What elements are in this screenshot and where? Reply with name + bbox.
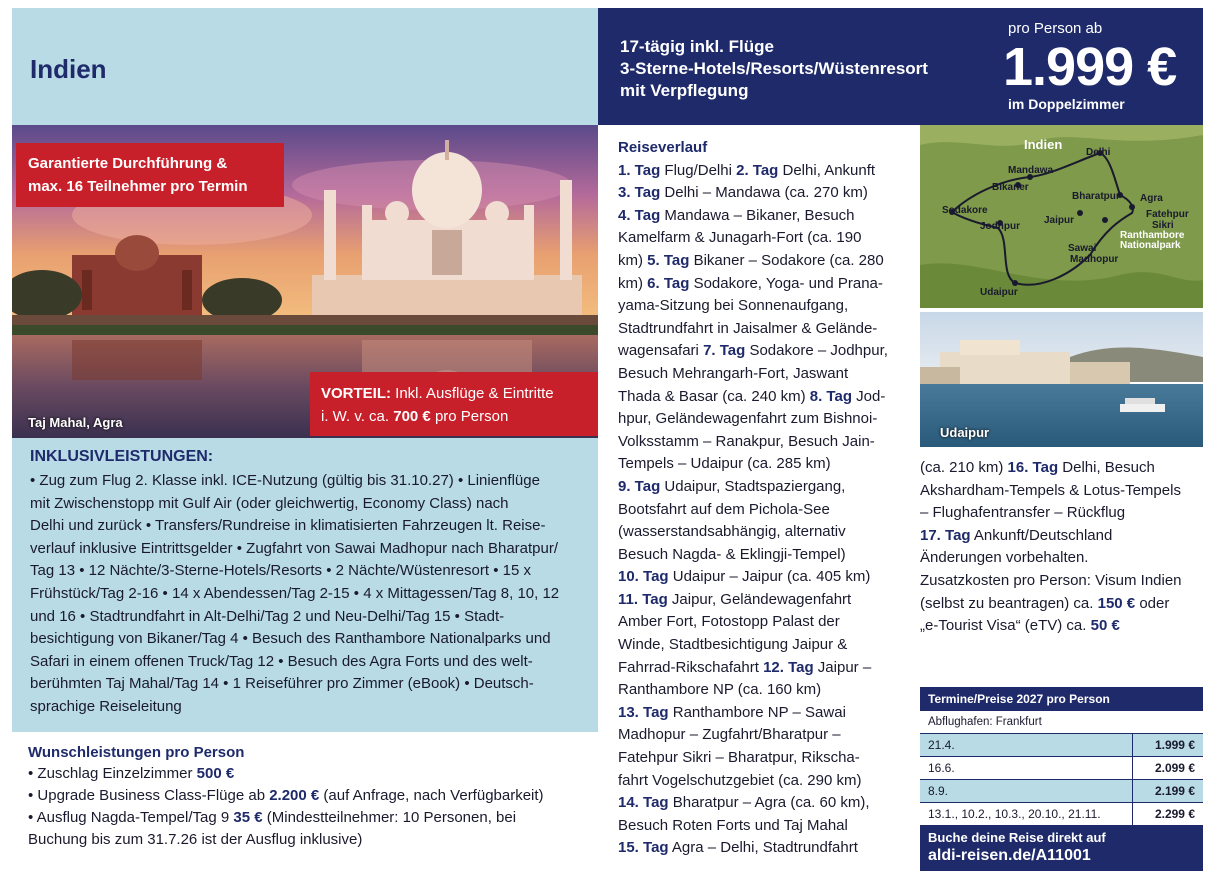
text-segment: – Flughafentransfer – Rückflug	[920, 504, 1126, 522]
day-label: 9. Tag	[618, 477, 661, 495]
map-city-jodhpur: Jodhpur	[980, 221, 1020, 232]
text-segment: Jaipur, Geländewagenfahrt	[667, 590, 852, 608]
text-segment: Änderungen vorbehalten.	[920, 549, 1089, 567]
itinerary-line	[618, 837, 908, 860]
day-label: 7. Tag	[703, 342, 746, 360]
text-segment: oder	[1135, 594, 1170, 612]
itinerary-line	[618, 160, 908, 183]
vorteil-text: Inkl. Ausflüge & Eintritte	[391, 385, 554, 402]
text-segment: Akshardham-Tempels & Lotus-Tempels	[920, 481, 1181, 499]
itinerary	[618, 137, 908, 860]
itinerary-line	[618, 544, 908, 567]
itinerary-line	[618, 363, 908, 386]
text-segment: Zusatzkosten pro Person: Visum Indien	[920, 571, 1182, 589]
day-label: 2. Tag	[736, 161, 779, 179]
text-segment: Stadtrundfahrt in Jaisalmer & Gelände-	[618, 319, 878, 337]
map-city-agra: Agra	[1140, 193, 1163, 204]
map-city-mandawa: Mandawa	[1008, 165, 1054, 176]
text-segment: wagensafari	[618, 342, 704, 360]
itinerary-line	[618, 770, 908, 793]
text-segment: (selbst zu beantragen) ca.	[920, 594, 1098, 612]
tagline-line: mit Verpflegung	[620, 81, 749, 100]
itinerary-line	[618, 566, 908, 589]
itinerary-line	[618, 792, 908, 815]
map-city-sikri: Sikri	[1152, 220, 1174, 231]
text-segment: Jaipur –	[813, 658, 872, 676]
price-row-price: 2.199 €	[1154, 784, 1195, 798]
price-row-dates: 8.9.	[920, 780, 1133, 802]
map-title: Indien	[1024, 137, 1063, 152]
price-row-dates: 21.4.	[920, 734, 1133, 756]
text-segment: fahrt Vogelschutzgebiet (ca. 290 km)	[618, 771, 862, 789]
text-segment: Ankunft/Deutschland	[970, 526, 1113, 544]
itinerary-line	[920, 480, 1203, 503]
itinerary-continued	[920, 457, 1203, 638]
vorteil-text: pro Person	[430, 408, 509, 425]
title-bar	[12, 8, 598, 125]
inclusions-line: Delhi und zurück • Transfers/Rundreise in klimatisierten Fahrzeugen lt. Reise-	[30, 517, 546, 535]
text-segment: Fahrrad-Rikschafahrt	[618, 658, 764, 676]
map-city-bikaner: Bikaner	[992, 182, 1029, 193]
vorteil-badge	[310, 372, 598, 436]
inclusions-line: Tag 13 • 12 Nächte/3-Sterne-Hotels/Resorts • 2 Nächte/Wüstenresort • 15 x	[30, 562, 531, 580]
map-city-udaipur: Udaipur	[980, 287, 1018, 298]
text-segment: Agra – Delhi, Stadtrundfahrt	[668, 839, 858, 857]
price-row-price: 1.999 €	[1154, 738, 1195, 752]
price-row-price: 2.099 €	[1154, 761, 1195, 775]
itinerary-line	[618, 634, 908, 657]
price-value: 1.999 €	[1003, 37, 1177, 97]
map-city-sawai: Sawai	[1068, 243, 1097, 254]
inclusions-line: Frühstück/Tag 2-16 • 14 x Abendessen/Tag 2-15 • 4 x Mittagessen/Tag 8, 10, 12	[30, 584, 560, 602]
text-segment: Tempels – Udaipur (ca. 285 km)	[618, 455, 831, 473]
text-segment: Delhi – Mandawa (ca. 270 km)	[660, 184, 868, 202]
price-row	[920, 733, 1203, 756]
itinerary-line	[618, 815, 908, 838]
itinerary-line	[618, 227, 908, 250]
inclusions-line: verlauf inklusive Eintrittsgelder • Zugfahrt von Sawai Madhopur nach Bharatpur/	[30, 539, 559, 557]
text-segment: km)	[618, 274, 648, 292]
optional-services-heading: Wunschleistungen pro Person	[28, 744, 245, 761]
text-segment: Sodakore, Yoga- und Prana-	[689, 274, 883, 292]
price-table-header: Termine/Preise 2027 pro Person	[920, 687, 1203, 711]
text-segment: (Mindestteilnehmer: 10 Personen, bei	[262, 809, 517, 826]
guarantee-badge-line: Garantierte Durchführung &	[28, 155, 228, 172]
inclusions-line: • Zug zum Flug 2. Klasse inkl. ICE-Nutzung (gültig bis 31.10.27) • Linienflüge	[30, 472, 540, 489]
itinerary-line	[618, 431, 908, 454]
itinerary-line	[618, 273, 908, 296]
inclusions-text	[30, 470, 590, 719]
route-map	[920, 125, 1203, 308]
inclusions-box	[12, 438, 598, 732]
price-row-dates: 16.6.	[920, 757, 1133, 779]
itinerary-line	[920, 525, 1203, 548]
map-ranthambore-line1: Ranthambore	[1120, 230, 1185, 241]
itinerary-line	[920, 570, 1203, 593]
text-segment: Udaipur – Jaipur (ca. 405 km)	[668, 568, 871, 586]
itinerary-line	[618, 521, 908, 544]
text-segment: Buchung bis zum 31.7.26 ist der Ausflug inklusive)	[28, 831, 363, 848]
offer-tagline	[620, 36, 928, 102]
itinerary-line	[920, 502, 1203, 525]
price-prefix: pro Person ab	[1008, 20, 1103, 37]
itinerary-heading: Reiseverlauf	[618, 139, 708, 156]
itinerary-line	[618, 679, 908, 702]
text-segment: yama-Sitzung bei Sonnenaufgang,	[618, 297, 849, 315]
itinerary-line	[920, 547, 1203, 570]
day-label: 10. Tag	[618, 568, 669, 586]
map-city-madhopur: Madhopur	[1070, 254, 1119, 265]
itinerary-line	[618, 476, 908, 499]
price-row-dates: 13.1., 10.2., 10.3., 20.10., 21.11.	[920, 803, 1133, 825]
itinerary-line	[618, 702, 908, 725]
text-segment: (ca. 210 km)	[920, 459, 1008, 476]
guarantee-badge-line: max. 16 Teilnehmer pro Termin	[28, 178, 248, 195]
text-segment: hpur, Geländewagenfahrt zum Bishnoi-	[618, 410, 878, 428]
text-segment: Madhopur – Zugfahrt/Bharatpur –	[618, 726, 841, 744]
tagline-line: 17-tägig inkl. Flüge	[620, 37, 774, 56]
inclusions-line: besichtigung von Bikaner/Tag 4 • Besuch des Ranthambore Nationalparks und	[30, 630, 551, 648]
itinerary-line	[618, 182, 908, 205]
itinerary-list	[618, 160, 908, 860]
text-segment: Delhi, Besuch	[1058, 459, 1155, 476]
map-ranthambore-line2: Nationalpark	[1120, 240, 1181, 251]
day-label: 150 €	[1097, 594, 1136, 612]
itinerary-line	[618, 340, 908, 363]
itinerary-line	[618, 724, 908, 747]
text-segment: Ranthambore NP (ca. 160 km)	[618, 681, 822, 699]
itinerary-line	[618, 611, 908, 634]
itinerary-line	[618, 318, 908, 341]
itinerary-line	[920, 593, 1203, 616]
text-segment: Udaipur, Stadtspaziergang,	[660, 477, 846, 495]
day-label: 17. Tag	[920, 526, 971, 544]
text-segment: (wasserstandsabhängig, alternativ	[618, 523, 846, 541]
text-segment: Besuch Roten Forts und Taj Mahal	[618, 816, 848, 834]
day-label: 11. Tag	[618, 590, 668, 608]
optional-service-item	[28, 785, 593, 807]
day-label: 13. Tag	[618, 703, 669, 721]
itinerary-line	[618, 657, 908, 680]
price-suffix: im Doppelzimmer	[1008, 96, 1125, 112]
text-segment: Sodakore – Jodhpur,	[745, 342, 888, 360]
text-segment: Bikaner – Sodakore (ca. 280	[689, 251, 884, 269]
text-segment: „e-Tourist Visa“ (eTV) ca.	[920, 617, 1091, 635]
itinerary-line	[618, 408, 908, 431]
itinerary-line	[618, 499, 908, 522]
day-label: 5. Tag	[647, 251, 690, 269]
itinerary-line	[618, 295, 908, 318]
day-label: 16. Tag	[1007, 459, 1059, 476]
optional-service-item	[28, 763, 593, 785]
departure-airport: Abflughafen: Frankfurt	[920, 711, 1203, 733]
itinerary-line	[618, 453, 908, 476]
optional-services-list	[28, 763, 593, 851]
optional-service-item	[28, 807, 593, 829]
text-segment: • Ausflug Nagda-Tempel/Tag 9	[28, 809, 234, 826]
text-segment: Volksstamm – Ranakpur, Besuch Jain-	[618, 432, 875, 450]
tagline-line: 3-Sterne-Hotels/Resorts/Wüstenresort	[620, 59, 928, 78]
text-segment: Ranthambore NP – Sawai	[668, 703, 846, 721]
day-label: 50 €	[1090, 617, 1120, 635]
map-city-jaipur: Jaipur	[1044, 215, 1075, 226]
text-segment: Besuch Nagda- & Eklingji-Tempel)	[618, 545, 846, 563]
inclusions-line: und 16 • Stadtrundfahrt in Alt-Delhi/Tag 2 und Neu-Delhi/Tag 15 • Stadt-	[30, 607, 505, 625]
itinerary-line	[618, 250, 908, 273]
price-row	[920, 779, 1203, 802]
itinerary-line	[920, 615, 1203, 638]
text-segment: Winde, Stadtbesichtigung Jaipur &	[618, 636, 848, 654]
day-label: 6. Tag	[647, 274, 690, 292]
map-city-sodakore: Sodakore	[942, 205, 988, 216]
text-segment: Thada & Basar (ca. 240 km)	[618, 387, 810, 405]
text-segment: Amber Fort, Fotostopp Palast der	[618, 613, 840, 631]
text-segment: (auf Anfrage, nach Verfügbarkeit)	[319, 787, 544, 804]
itinerary-line	[618, 205, 908, 228]
day-label: 3. Tag	[618, 184, 661, 202]
optional-services	[28, 744, 593, 851]
booking-box	[920, 825, 1203, 871]
vorteil-text: i. W. v. ca.	[321, 408, 394, 425]
text-segment: Flug/Delhi	[660, 161, 737, 179]
vorteil-amount: 700 €	[393, 408, 431, 425]
text-segment: Bootsfahrt auf dem Pichola-See	[618, 500, 830, 518]
itinerary-line	[618, 589, 908, 612]
inclusions-heading: INKLUSIVLEISTUNGEN:	[30, 448, 214, 465]
day-label: 1. Tag	[618, 161, 661, 179]
booking-text: Buche deine Reise direkt auf	[928, 830, 1106, 845]
day-label: 15. Tag	[618, 839, 669, 857]
vorteil-label: VORTEIL:	[321, 385, 391, 402]
itinerary-line	[920, 457, 1203, 480]
day-label: 12. Tag	[763, 658, 814, 676]
text-segment: Mandawa – Bikaner, Besuch	[660, 206, 855, 224]
text-segment: Bharatpur – Agra (ca. 60 km),	[668, 794, 870, 812]
text-segment: Delhi, Ankunft	[778, 161, 876, 179]
itinerary-line	[618, 386, 908, 409]
itinerary-continued-list	[920, 457, 1203, 638]
text-segment: Kamelfarm & Junagarh-Fort (ca. 190	[618, 229, 862, 247]
vorteil-line-2	[321, 406, 508, 428]
price-table-rows	[920, 733, 1203, 825]
inclusions-line: mit Zwischenstopp mit Gulf Air (oder gleichwertig, Economy Class) nach	[30, 494, 509, 512]
map-city-bharatpur: Bharatpur	[1072, 191, 1120, 202]
itinerary-line	[618, 747, 908, 770]
price-table	[920, 687, 1203, 871]
day-label: 14. Tag	[618, 794, 669, 812]
text-segment: Besuch Mehrangarh-Fort, Jaswant	[618, 364, 849, 382]
price-row	[920, 756, 1203, 779]
taj-mahal-caption: Taj Mahal, Agra	[28, 415, 123, 430]
map-city-fatehpur: Fatehpur	[1146, 209, 1189, 220]
text-segment: Fatehpur Sikri – Bharatpur, Rikscha-	[618, 749, 860, 767]
map-city-delhi: Delhi	[1086, 147, 1111, 158]
optional-service-price: 500 €	[196, 765, 235, 782]
text-segment: • Zuschlag Einzelzimmer	[28, 765, 197, 782]
optional-service-price: 2.200 €	[269, 787, 320, 804]
inclusions-line: berühmten Taj Mahal/Tag 14 • 1 Reiseführer pro Zimmer (eBook) • Deutsch-	[30, 675, 534, 693]
optional-service-item	[28, 829, 593, 851]
udaipur-caption: Udaipur	[940, 425, 990, 440]
vorteil-line-1	[321, 383, 554, 405]
udaipur-photo	[920, 312, 1203, 447]
text-segment: • Upgrade Business Class-Flüge ab	[28, 787, 270, 804]
optional-service-price: 35 €	[233, 809, 263, 826]
inclusions-line: Safari in einem offenen Truck/Tag 12 • Besuch des Agra Forts und des welt-	[30, 652, 533, 670]
page-title: Indien	[30, 54, 107, 84]
day-label: 8. Tag	[809, 387, 852, 405]
text-segment: Jod-	[851, 387, 886, 405]
inclusions-line: sprachige Reiseleitung	[30, 697, 182, 715]
booking-link[interactable]: aldi-reisen.de/A11001	[928, 847, 1091, 864]
price-row-price: 2.299 €	[1154, 807, 1195, 821]
offer-header	[598, 8, 1203, 125]
day-label: 4. Tag	[618, 206, 661, 224]
text-segment: km)	[618, 251, 648, 269]
guarantee-badge	[16, 143, 284, 207]
price-row	[920, 802, 1203, 825]
